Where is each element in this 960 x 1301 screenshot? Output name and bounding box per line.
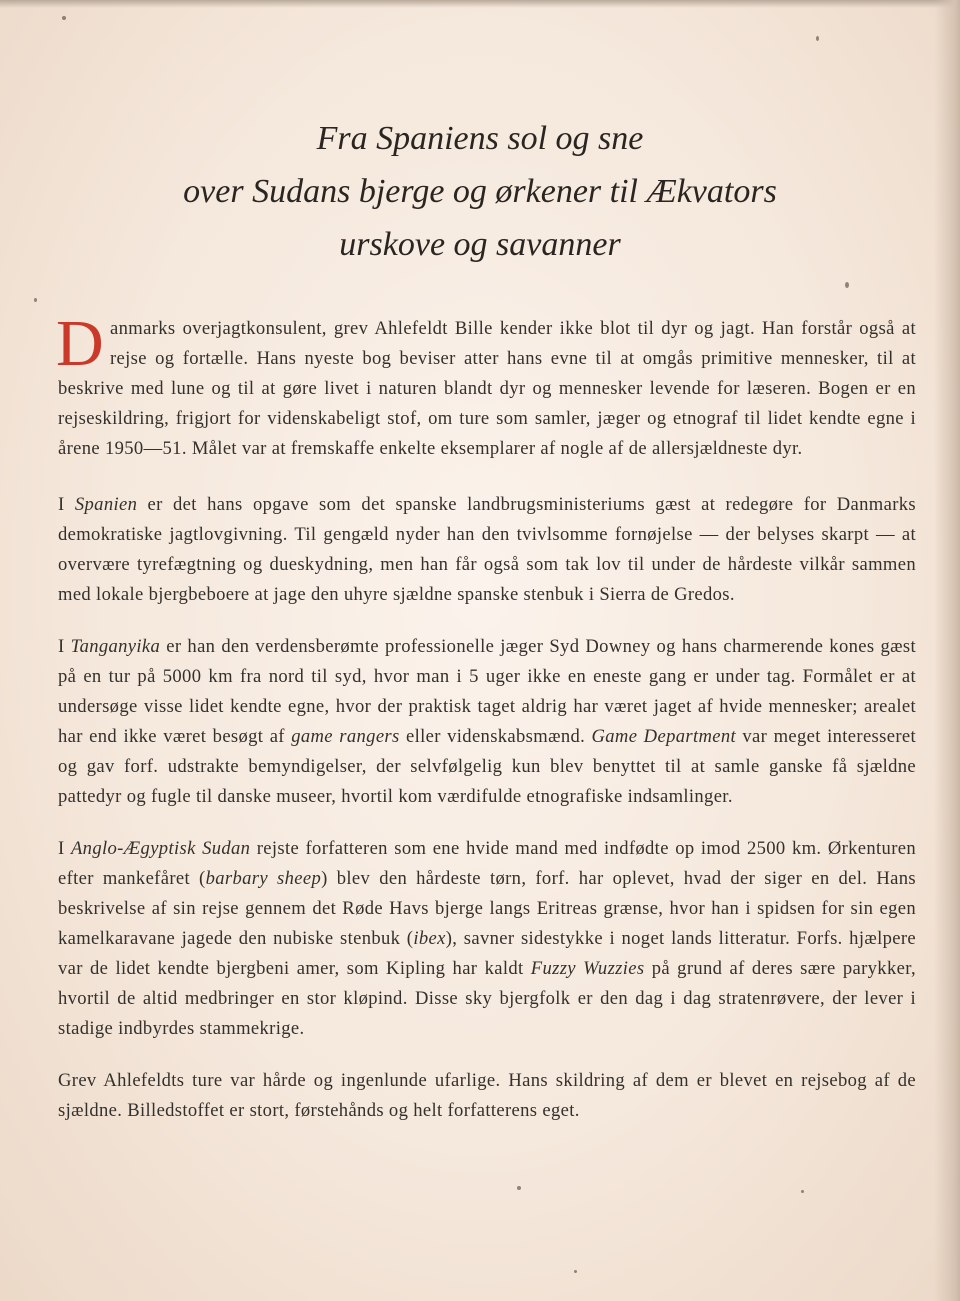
tanganyika-prefix: I — [58, 636, 71, 657]
heading-line-3: urskove og savanner — [339, 226, 621, 263]
paper-top-edge — [0, 0, 960, 8]
intro-text: anmarks overjagtkonsulent, grev Ahlefeldt Bille kender ikke blot til dyr og jagt. Han forstår også at rejse og fortælle. Hans nyeste bog beviser atter hans evne til at omgås primitive mennesker, til at beskrive med lune og til at gøre livet i naturen blandt dyr og mennesker levende for læseren. Bogen er en rejseskildring, frigjort for videnskabeligt stof, om ture som samler, jæger og etnograf til lidet kendte egne i årene 1950—51. Målet var at fremskaffe enkelte eksemplarer af nogle af de allersjældneste dyr. — [58, 318, 916, 459]
paper-speck — [801, 1190, 804, 1193]
intro-paragraph — [56, 307, 916, 464]
sudan-paragraph — [58, 834, 916, 1044]
sudan-italic-1: barbary sheep — [205, 868, 322, 889]
tanganyika-italic-1: game rangers — [291, 726, 400, 747]
spain-prefix: I — [58, 494, 75, 515]
sudan-text-1: rejste forfatteren som ene hvide mand med indfødte op imod 2500 km. Ørkenturen efter mankefåret ( — [58, 838, 916, 889]
tanganyika-paragraph — [58, 632, 916, 812]
paper-speck — [574, 1270, 577, 1273]
heading-line-2: over Sudans bjerge og ørkener til Ækvators — [183, 173, 777, 210]
blurb-body — [56, 307, 916, 1148]
paper-speck — [517, 1186, 521, 1190]
tanganyika-text-1: er han den verdensberømte professionelle jæger Syd Downey og hans charmerende kones gæst på en tur på 5000 km fra nord til syd, hvor man i 5 uger ikke en eneste gang er under tag. Formålet er at undersøge visse lidet kendte egne, hvor der praktisk taget aldrig har været jaget af hvide mennesker; arealet har end ikke været besøgt af — [58, 636, 916, 747]
paper-speck — [62, 16, 66, 20]
sudan-italic-3: Fuzzy Wuzzies — [530, 958, 645, 979]
paper-speck — [34, 298, 37, 302]
heading-line-1: Fra Spaniens sol og sne — [316, 120, 644, 157]
tanganyika-text-2: eller videnskabsmænd. — [399, 726, 592, 747]
sudan-text-4: på grund af deres sære parykker, hvortil de altid medbringer en stor kløpind. Disse sky bjergfolk er den dag i dag stratenrøvere, der lever i stadige indbyrdes stammekrige. — [58, 958, 916, 1039]
tanganyika-place: Tanganyika — [70, 636, 161, 657]
page-heading — [0, 112, 960, 271]
sudan-text-3: ), savner sidestykke i noget lands litteratur. Forfs. hjælpere var de lidet kendte bjergbeni amer, som Kipling har kaldt — [58, 928, 916, 979]
sudan-italic-2: ibex — [413, 928, 446, 949]
spain-place: Spanien — [74, 494, 138, 515]
closing-paragraph: Grev Ahlefeldts ture var hårde og ingenlunde ufarlige. Hans skildring af dem er blevet en rejsebog af de sjældne. Billedstoffet er stort, førstehånds og helt forfatterens eget. — [58, 1070, 916, 1121]
paper-speck — [816, 36, 819, 41]
sudan-prefix: I — [58, 838, 71, 859]
sudan-place: Anglo-Ægyptisk Sudan — [70, 838, 251, 859]
tanganyika-text-3: var meget interesseret og gav forf. udstrakte bemyndigelser, der selvfølgelig kun blev benyttet til at samle ganske få sjældne pattedyr og fugle til danske museer, hvortil kom værdifulde etnografiske indsamlinger. — [58, 726, 916, 807]
tanganyika-italic-2: Game Department — [591, 726, 737, 747]
sudan-text-2: ) blev den hårdeste tørn, forf. har oplevet, hvad der siger en del. Hans beskrivelse af sin rejse gennem det Røde Havs bjerge langs Eritreas grænse, hvor han i spidsen for sin egen kamelkaravane jagede den nubiske stenbuk ( — [58, 868, 916, 949]
spain-paragraph — [58, 490, 916, 610]
drop-cap: D — [56, 307, 105, 380]
paper-speck — [845, 282, 849, 288]
spain-text: er det hans opgave som det spanske landbrugsministeriums gæst at redegøre for Danmarks demokratiske jagtlovgivning. Til gengæld nyder han den tvivlsomme fornøjelse — der belyses skarpt — at overvære tyrefægtning og dueskydning, men han får også som tak lov til under de hårdeste vilkår sammen med lokale bjergbeboere at jage den uhyre sjældne spanske stenbuk i Sierra de Gredos. — [58, 494, 916, 605]
